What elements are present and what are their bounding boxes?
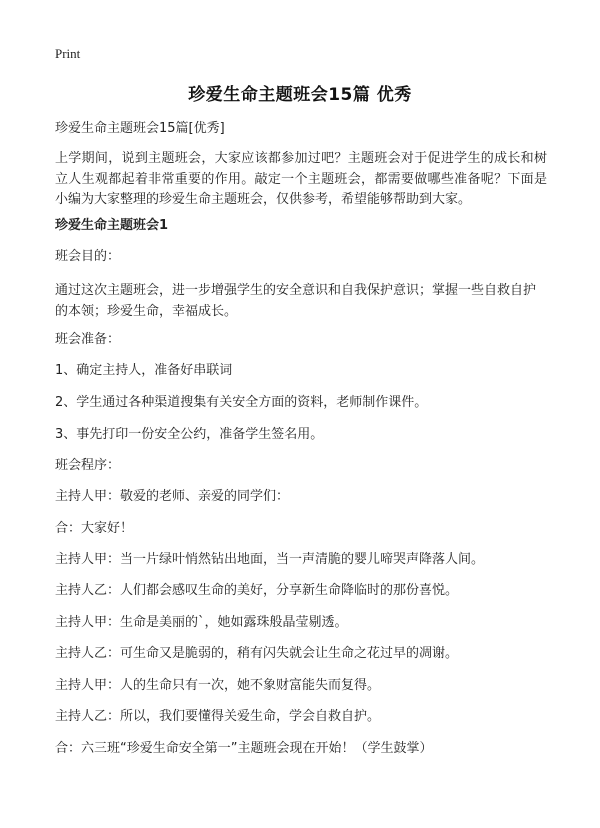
goal-paragraph: 通过这次主题班会，进一步增强学生的安全意识和自我保护意识；掌握一些自救自护的本领；珍爱生命，幸福成长。 <box>55 283 537 319</box>
subtitle: 珍爱生命主题班会15篇[优秀] <box>55 121 225 136</box>
dialogue-line: 主持人乙：人们都会感叹生命的美好，分享新生命降临时的那份喜悦。 <box>55 583 459 598</box>
print-link[interactable]: Print <box>55 46 81 61</box>
section-heading: 珍爱生命主题班会1 <box>55 218 169 233</box>
dialogue-line: 主持人乙：可生命又是脆弱的，稍有闪失就会让生命之花过早的凋谢。 <box>55 646 459 661</box>
page-title: 珍爱生命主题班会15篇 优秀 <box>188 85 412 105</box>
procedure-label: 班会程序： <box>55 458 121 473</box>
dialogue-line: 主持人甲：敬爱的老师、亲爱的同学们： <box>55 489 290 504</box>
dialogue-line: 合：大家好！ <box>55 521 134 536</box>
goal-label: 班会目的： <box>55 249 121 264</box>
dialogue-line: 合：六三班“珍爱生命安全第一”主题班会现在开始！（学生鼓掌） <box>55 741 433 756</box>
preparation-label: 班会准备： <box>55 332 121 347</box>
preparation-item: 3、事先打印一份安全公约，准备学生签名用。 <box>55 427 324 442</box>
dialogue-line: 主持人乙：所以，我们要懂得关爱生命，学会自救自护。 <box>55 709 381 724</box>
dialogue-line: 主持人甲：当一片绿叶悄然钻出地面，当一声清脆的婴儿啼哭声降落人间。 <box>55 552 485 567</box>
dialogue-line: 主持人甲：生命是美丽的`，她如露珠般晶莹剔透。 <box>55 615 348 630</box>
intro-paragraph: 上学期间，说到主题班会，大家应该都参加过吧？主题班会对于促进学生的成长和树立人生观都起着非常重要的作用。敲定一个主题班会，都需要做哪些准备呢？下面是小编为大家整理的珍爱生命主题班会，仅供参考，希望能够帮助到大家。 <box>55 151 547 207</box>
preparation-item: 1、确定主持人，准备好串联词 <box>55 363 233 378</box>
preparation-item: 2、学生通过各种渠道搜集有关安全方面的资料，老师制作课件。 <box>55 395 428 410</box>
dialogue-line: 主持人甲：人的生命只有一次，她不象财富能失而复得。 <box>55 678 381 693</box>
